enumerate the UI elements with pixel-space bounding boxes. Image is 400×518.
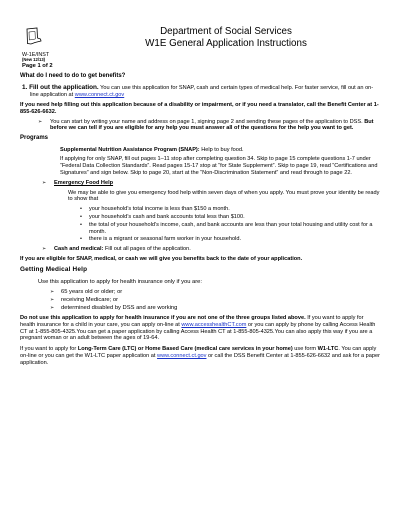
- cash-medical-text: Fill out all pages of the application.: [103, 246, 191, 253]
- revision-date: (New 12/13): [22, 57, 46, 63]
- medical-help-heading: Getting Medical Help: [20, 265, 88, 273]
- arrow-bullet-icon: ➢: [42, 179, 47, 186]
- medical-eligibility-list: [50, 289, 380, 312]
- document-body: [20, 73, 380, 370]
- list-item: • there is a migrant or seasonal farm worker in your household.: [80, 236, 380, 243]
- snap-heading-line: [60, 147, 380, 154]
- medical-intro: Use this application to apply for health insurance only if you are:: [38, 278, 203, 285]
- ltc-bold: Long-Term Care (LTC) or Home Based Care (medical care services in your home): [77, 346, 293, 353]
- step-1-text: You can use this application for SNAP, cash and certain types of medical help. For faster service, fill out an on-line application at: [30, 85, 374, 99]
- step-1-paragraph: [22, 84, 380, 99]
- list-item: • your household’s cash and bank accounts total less than $100.: [80, 214, 380, 221]
- connecticut-state-outline-icon: [26, 27, 42, 45]
- emergency-criteria-list: [80, 206, 380, 243]
- ltc-form-name: W1-LTC: [317, 346, 339, 353]
- medical-warning-text-a: If you want to apply for health insurance for a child in your care, you can apply on-line at: [20, 314, 364, 328]
- snap-title-tail: Help to buy food.: [199, 146, 244, 153]
- start-application-text: You can start by writing your name and address on page 1, signing page 2 and sending these pages of the application to DSS.: [50, 118, 365, 125]
- ltc-text-b: use form: [292, 346, 318, 353]
- snap-title: Supplemental Nutrition Assistance Program (SNAP):: [60, 146, 200, 153]
- list-item: ➢ 65 years old or older; or: [50, 289, 380, 296]
- start-application-note: [38, 119, 380, 133]
- list-item: ➢ receiving Medicare; or: [50, 297, 380, 304]
- programs-heading: Programs: [20, 135, 49, 142]
- form-code: W-1E/INST: [22, 52, 50, 58]
- eligibility-backdate-notice: If you are eligible for SNAP, medical, or cash we will give you benefits back to the date of your application.: [20, 256, 303, 263]
- emergency-food-help-title: Emergency Food Help: [54, 179, 114, 186]
- medical-warning-bold: Do not use this application to apply for health insurance if you are not one of the three groups listed above.: [20, 314, 306, 321]
- title-line-1: Department of Social Services: [160, 26, 292, 37]
- list-item: • your household’s total income is less than $150 a month.: [80, 206, 380, 213]
- disability-notice: If you need help filling out this application because of a disability or impairment, or if you need a translator, call the Benefit Center at 1-855-626-6632.: [20, 101, 379, 115]
- emergency-food-help-text: We may be able to give you emergency food help within seven days of when you apply. You must prove your identity be ready to show that: [68, 189, 380, 203]
- cash-medical-line: [42, 246, 380, 253]
- connect-ct-link-2[interactable]: www.connect.ct.gov: [157, 353, 207, 359]
- snap-instructions: If applying for only SNAP, fill out pages 1–11 stop after completing question 34. Skip to page 15 complete questions 1-7 under “Federal Data Collection Standards”. Read pages 15-17 stop at “for State Supplement”. Skip to page 19, read “Certifications and Signatures” and sign below. Skip to page 20, start at the “Non-Discrimination Statement” and read through to page 22.: [60, 156, 378, 176]
- document-title: [60, 26, 392, 49]
- arrow-bullet-icon: ➢: [38, 118, 43, 125]
- title-line-2: W1E General Application Instructions: [145, 37, 307, 49]
- list-item: • the total of your household’s income, cash, and bank accounts are less than your total housing and utility cost for a month.: [80, 222, 380, 236]
- connect-ct-link[interactable]: www.connect.ct.gov: [74, 92, 125, 99]
- benefits-question: What do I need to do to get benefits?: [20, 73, 126, 79]
- step-1-title: 1. Fill out the application.: [22, 84, 99, 92]
- ltc-text-d: or call the DSS Benefit Center at 1-855-626-6632 and ask for a paper application.: [20, 353, 380, 366]
- long-term-care-paragraph: [20, 346, 380, 366]
- eligibility-warning: But before we can tell if you are eligible for any help you must answer all of the questions for the help you want to get.: [50, 118, 374, 132]
- ltc-text-c: . You can apply on-line or you can get the W1-LTC paper application at: [20, 346, 377, 359]
- medical-warning-paragraph: [20, 315, 380, 342]
- access-health-link[interactable]: www.accesshealthCT.com: [181, 321, 247, 328]
- form-code-block: [22, 52, 53, 70]
- arrow-bullet-icon: ➢: [42, 246, 47, 253]
- page-number: Page 1 of 2: [22, 63, 53, 70]
- ltc-text-a: If you want to apply for: [20, 346, 78, 353]
- emergency-food-help-heading: [42, 180, 380, 187]
- cash-medical-title: Cash and medical:: [54, 246, 104, 253]
- list-item: ➢ determined disabled by DSS and are working: [50, 305, 380, 312]
- medical-warning-text-b: or you can apply by phone by calling Access Health CT at 1-855-805-4325.You can get a paper application by calling Access Health CT at 1-855-805-4325.You can also apply this way if you are a pregnant woman or an adult between the ages of 19-64.: [20, 321, 376, 342]
